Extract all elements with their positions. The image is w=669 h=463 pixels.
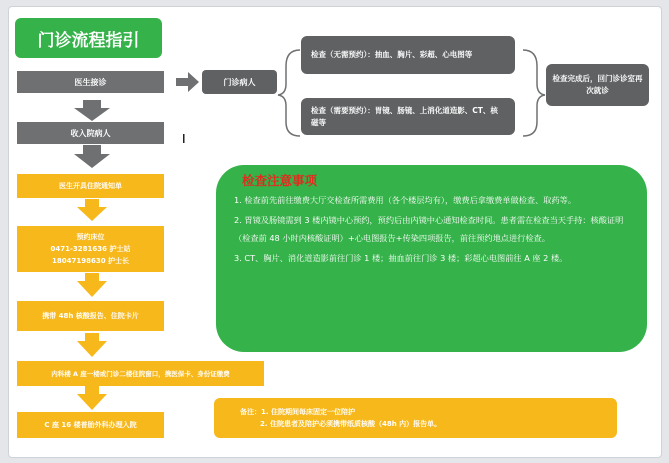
- check-appt-box: [301, 98, 515, 135]
- outpatient-label: 门诊病人: [223, 77, 256, 87]
- text-cursor: [183, 134, 185, 143]
- notes-title: 检查注意事项: [242, 173, 318, 188]
- remark-line-2: 2. 住院患者及陪护必须携带纸质核酸（48h 内）报告单。: [260, 420, 442, 428]
- reserve-box: [17, 226, 164, 272]
- notice-box: [17, 174, 164, 198]
- page-title-text: 门诊流程指引: [37, 30, 140, 51]
- arrow-right: [176, 72, 199, 92]
- outpatient-box: [202, 70, 277, 94]
- remark-box: [214, 398, 617, 438]
- arrow-down-6: [77, 386, 107, 410]
- arrow-down-3: [77, 199, 107, 221]
- bring-box: [17, 301, 164, 331]
- doctor-box: [17, 71, 164, 93]
- notes-box: [216, 165, 647, 352]
- inpatient-label: 内科楼 A 座一楼或门诊二楼住院窗口，携医保卡、身份证缴费: [51, 370, 230, 378]
- check-done-label: 检查完成后，回门诊诊室再次就诊: [552, 74, 643, 95]
- reserve-phone-2: 18047198630 护士长: [51, 257, 129, 265]
- reserve-title: 预约床位: [76, 233, 105, 241]
- page-title: [15, 18, 162, 58]
- notes-item-2: 2. 胃镜及肠镜需到 3 楼内镜中心预约，预约后由内镜中心通知检查时间。患者需在检查当天手持：核酸证明（检查前 48 小时内核酸证明）+心电图报告+传染四项报告，前往预约地点进行检查。: [234, 215, 624, 243]
- check-no-appt-label: 检查（无需预约）：抽血、胸片、彩超、心电图等: [311, 50, 473, 59]
- check-no-appt-box: [301, 36, 515, 74]
- arrow-down-4: [77, 273, 107, 297]
- bring-label: 携带 48h 核酸报告、住院卡片: [42, 312, 139, 320]
- arrow-down-1: [74, 100, 110, 121]
- inpatient-box: [17, 361, 264, 386]
- arrow-down-5: [77, 333, 107, 357]
- admit-label: 收入院病人: [70, 128, 111, 138]
- notes-item-3: 3. CT、胸片、消化道造影前往门诊 1 楼；抽血前往门诊 3 楼；彩超心电图前往 A 座 2 楼。: [234, 253, 568, 263]
- admit-box: [17, 122, 164, 144]
- remark-line-1: 备注：1. 住院期间每床固定一位陪护: [240, 408, 355, 416]
- doctor-label: 医生接诊: [74, 77, 107, 87]
- arrow-down-2: [74, 145, 110, 168]
- reserve-phone-1: 0471-3281636 护士站: [50, 245, 131, 253]
- right-brace: [523, 50, 545, 136]
- check-done-box: [546, 64, 649, 106]
- notes-item-1: 1. 检查前先前往缴费大厅交检查所需费用（各个楼层均有），缴费后拿缴费单做检查、取药等。: [234, 195, 577, 205]
- left-brace: [278, 50, 300, 136]
- ward-label: C 座 16 楼普胎外科办理入院: [44, 421, 137, 429]
- notice-label: 医生开具住院通知单: [59, 182, 122, 190]
- check-appt-label: 检查（需要预约）：胃镜、肠镜、上消化道造影、CT、核磁等: [311, 105, 498, 127]
- ward-box: [17, 412, 164, 438]
